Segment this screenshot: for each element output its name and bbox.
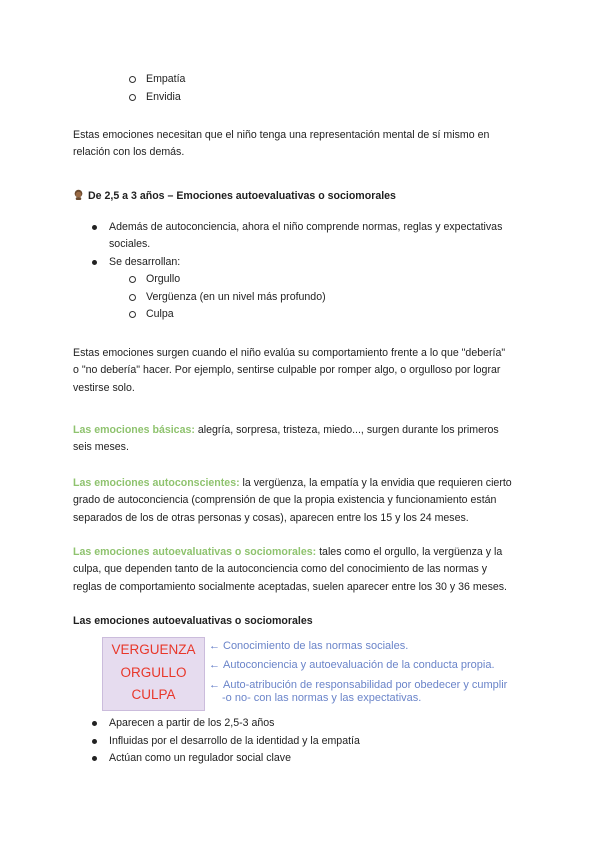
list-item: Actúan como un regulador social clave [109, 750, 529, 767]
circle-bullet-icon [129, 311, 136, 318]
child-emoji-icon [73, 189, 84, 200]
figure-annotation: ← Conocimiento de las normas sociales. [209, 640, 409, 652]
circle-bullet-icon [129, 294, 136, 301]
bullet-icon [92, 225, 97, 230]
section-heading: De 2,5 a 3 años – Emociones autoevaluativas o sociomorales [73, 188, 533, 205]
list-item: Aparecen a partir de los 2,5-3 años [109, 715, 529, 732]
paragraph: Estas emociones necesitan que el niño tenga una representación mental de sí mismo en relación con los demás. [73, 129, 490, 159]
figure-annotation: ← Auto-atribución de responsabilidad por obedecer y cumplir [209, 679, 508, 691]
bullet-icon [92, 260, 97, 265]
list-item: Culpa [146, 306, 174, 323]
bullet-icon [92, 756, 97, 761]
definition-basic: Las emociones básicas: alegría, sorpresa, tristeza, miedo..., surgen durante los primeros seis meses. [73, 424, 499, 454]
list-item: Se desarrollan: [109, 254, 529, 271]
figure-word: VERGUENZA [111, 642, 196, 657]
list-item: Empatía [146, 71, 185, 88]
arrow-left-icon: ← [209, 659, 220, 671]
list-item: Envidia [146, 89, 181, 106]
list-item: Además de autoconciencia, ahora el niño comprende normas, reglas y expectativas sociales. [109, 219, 529, 254]
figure-word: ORGULLO [120, 665, 187, 680]
figure-annotation: ← Autoconciencia y autoevaluación de la conducta propia. [209, 659, 495, 671]
emotions-figure [102, 637, 205, 711]
arrow-left-icon: ← [209, 679, 220, 691]
bullet-icon [92, 739, 97, 744]
figure-annotation: -o no- con las normas y las expectativas. [222, 692, 422, 704]
circle-bullet-icon [129, 76, 136, 83]
circle-bullet-icon [129, 94, 136, 101]
figure-heading: Las emociones autoevaluativas o sociomorales [73, 615, 313, 627]
arrow-left-icon: ← [209, 640, 220, 652]
circle-bullet-icon [129, 276, 136, 283]
definition-selfconscious: Las emociones autoconscientes: la vergüenza, la empatía y la envidia que requieren cierto grado de autoconciencia (comprensión de que la propia existencia y funcionamiento están separados de los de otras personas y cosas), aparecen entre los 15 y los 24 meses. [73, 477, 512, 524]
bullet-icon [92, 721, 97, 726]
list-item: Vergüenza (en un nivel más profundo) [146, 289, 326, 306]
definition-selfevaluative: Las emociones autoevaluativas o sociomorales: tales como el orgullo, la vergüenza y la culpa, que dependen tanto de la autoconciencia como del conocimiento de las normas y reglas de comportamiento socialmente aceptadas, suelen aparecer entre los 30 y 36 meses. [73, 546, 507, 593]
figure-word: CULPA [131, 687, 176, 702]
list-item: Orgullo [146, 271, 180, 288]
paragraph: Estas emociones surgen cuando el niño evalúa su comportamiento frente a lo que "debería" o "no debería" hacer. Por ejemplo, sentirse culpable por romper algo, o orgulloso por lograr vestirse solo. [73, 347, 506, 394]
list-item: Influidas por el desarrollo de la identidad y la empatía [109, 733, 529, 750]
